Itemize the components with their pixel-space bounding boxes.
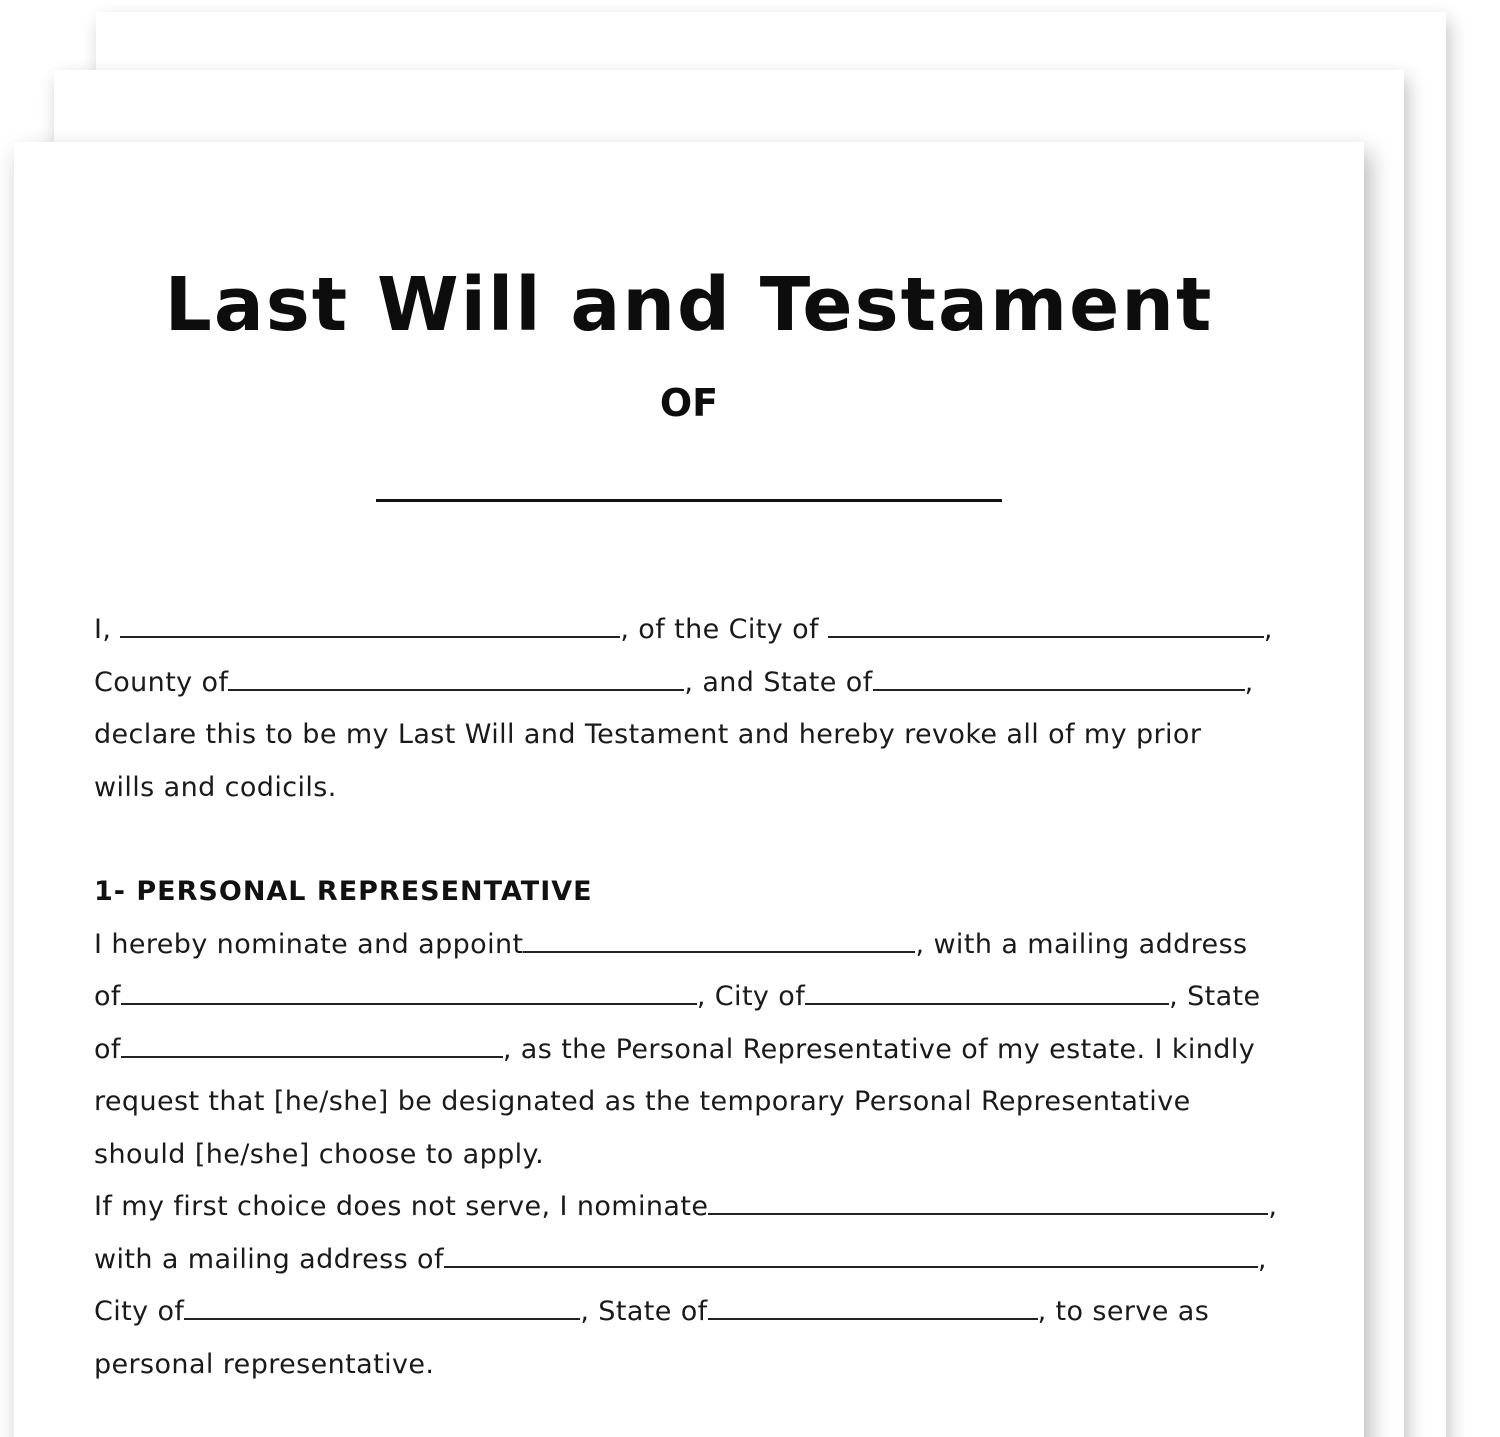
testator-name-field[interactable] [120, 618, 620, 638]
document-body [94, 604, 1294, 1391]
testator-name-blank[interactable] [376, 499, 1002, 502]
alternate-address-field[interactable] [444, 1248, 1258, 1268]
section1-line-6 [94, 1181, 1294, 1234]
section1-line-7 [94, 1234, 1294, 1287]
section1-text: , as the Personal Representative of my estate. I kindly [502, 1033, 1256, 1065]
intro-line-4: wills and codicils. [94, 771, 337, 803]
intro-text: , [1263, 614, 1273, 645]
state-field[interactable] [873, 671, 1245, 691]
intro-text: County of [94, 666, 229, 698]
representative-city-field[interactable] [805, 985, 1169, 1005]
county-field[interactable] [228, 671, 684, 691]
section1-text: , City of [696, 981, 806, 1012]
section1-line-2 [94, 971, 1294, 1024]
city-field[interactable] [828, 618, 1264, 638]
document-subtitle: OF [659, 381, 719, 425]
intro-line-1 [94, 604, 1294, 657]
section-heading-personal-representative: 1- PERSONAL REPRESENTATIVE [94, 876, 593, 907]
document-title: Last Will and Testament [164, 262, 1214, 348]
intro-text: I, [94, 614, 112, 645]
section1-text: , to serve as [1037, 1296, 1210, 1327]
intro-line-3: declare this to be my Last Will and Testament and hereby revoke all of my prior [94, 719, 1202, 750]
section1-line-5: should [he/she] choose to apply. [94, 1138, 545, 1170]
alternate-city-field[interactable] [184, 1300, 580, 1320]
section1-text: of [94, 981, 121, 1012]
intro-text: , [1244, 666, 1254, 698]
section1-line-3 [94, 1024, 1294, 1077]
intro-line-2 [94, 657, 1294, 710]
alternate-representative-field[interactable] [708, 1195, 1268, 1215]
section1-line-4: request that [he/she] be designated as the temporary Personal Representative [94, 1086, 1191, 1117]
section1-line-9: personal representative. [94, 1348, 435, 1380]
representative-name-field[interactable] [523, 933, 915, 953]
representative-address-field[interactable] [121, 985, 697, 1005]
section1-text: , with a mailing address [915, 928, 1248, 960]
front-page-sheet [14, 142, 1364, 1437]
section1-text: , [1268, 1191, 1278, 1222]
section1-text: , [1257, 1243, 1267, 1275]
alternate-state-field[interactable] [708, 1300, 1038, 1320]
section1-text: City of [94, 1296, 185, 1327]
section1-line-1 [94, 919, 1294, 972]
section1-text: of [94, 1033, 121, 1065]
section1-text: , State [1169, 981, 1261, 1012]
intro-text: , and State of [684, 666, 873, 698]
section1-text: with a mailing address of [94, 1243, 444, 1275]
intro-text: , of the City of [620, 614, 819, 645]
section1-text: , State of [580, 1296, 708, 1327]
section1-line-8 [94, 1286, 1294, 1339]
section1-text: I hereby nominate and appoint [94, 928, 524, 960]
representative-state-field[interactable] [121, 1038, 503, 1058]
section1-text: If my first choice does not serve, I nominate [94, 1191, 709, 1222]
